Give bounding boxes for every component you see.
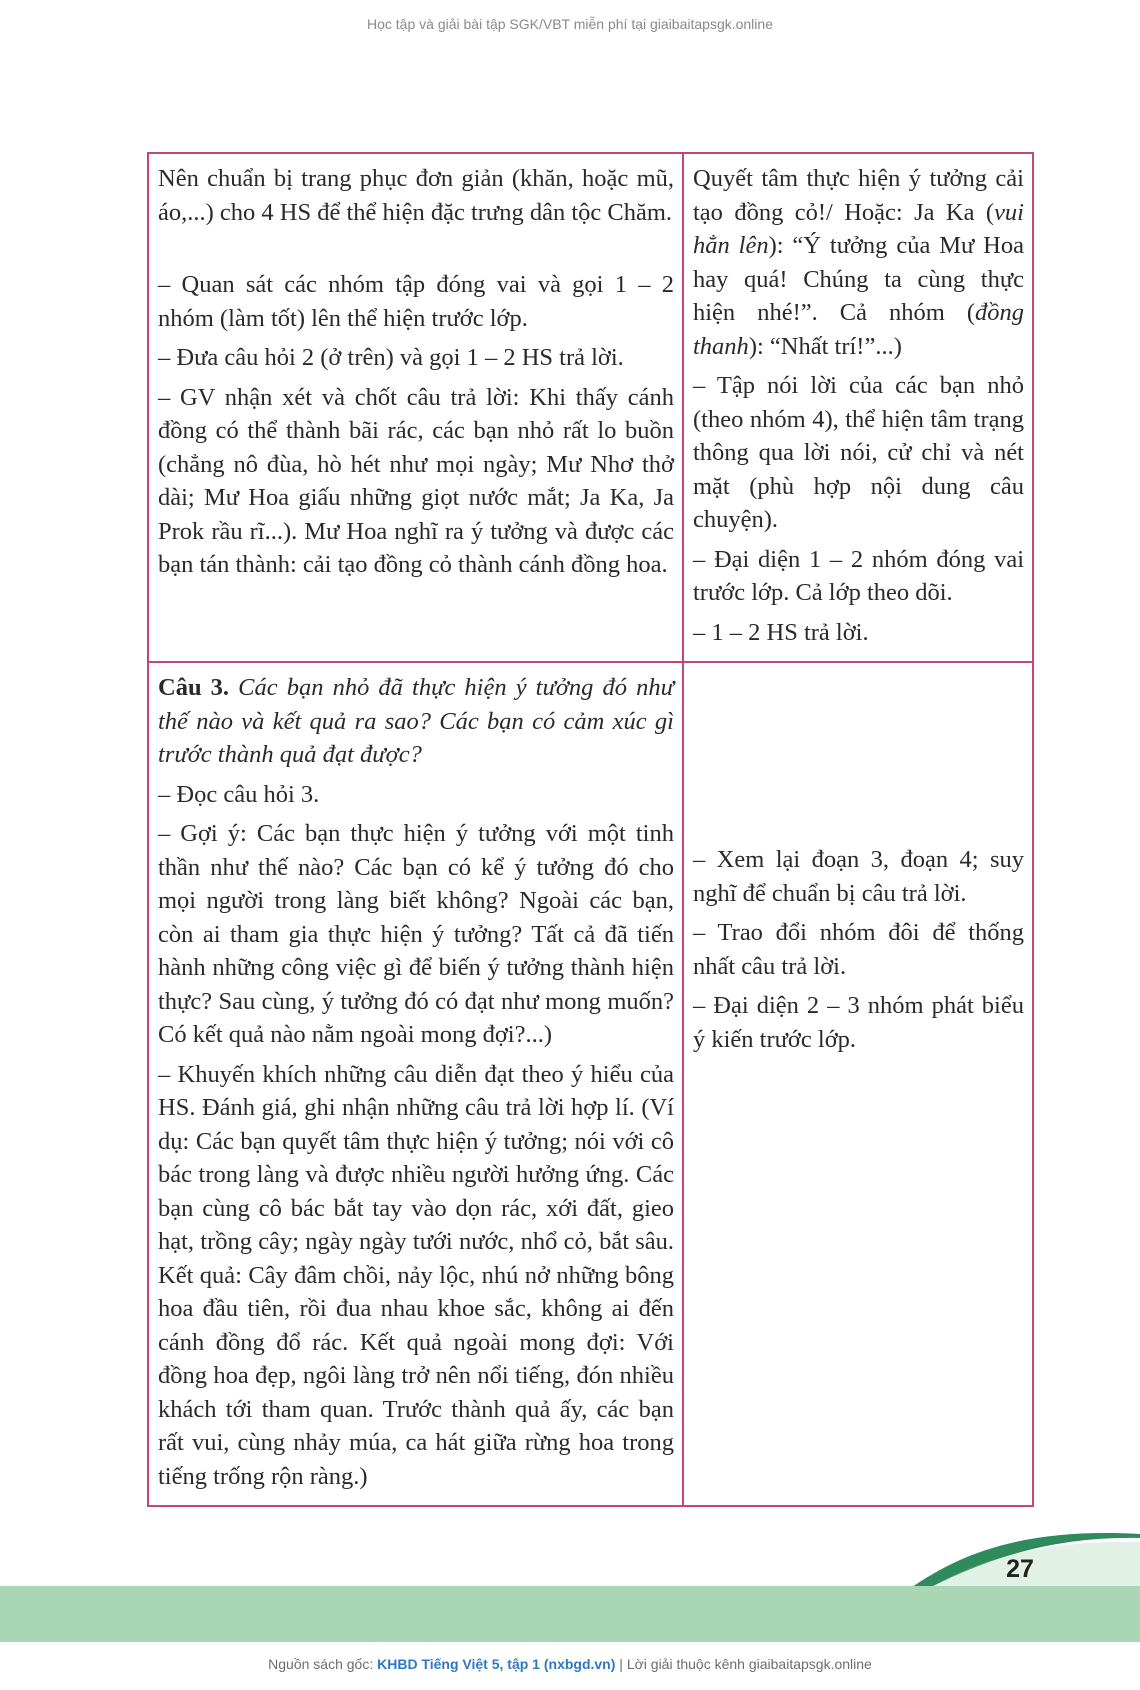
student-dialogue: Quyết tâm thực hiện ý tưởng cải tạo đồng cỏ!/ Hoặc: Ja Ka (vui hẳn lên): “Ý tưởng của Mư Hoa hay quá! Chúng ta cùng thực hiện nhé!”. Cả nhóm (đồng thanh): “Nhất trí!”...) [693, 165, 1024, 360]
student-step: – Đại diện 2 – 3 nhóm phát biểu ý kiến trước lớp. [693, 992, 1024, 1053]
footer-note: Nguồn sách gốc: KHBD Tiếng Việt 5, tập 1 (nxbgd.vn) | Lời giải thuộc kênh giaibaitapsgk.online [268, 1656, 872, 1672]
student-activity-cell [683, 153, 1033, 662]
student-step: – Đại diện 1 – 2 nhóm đóng vai trước lớp. Cả lớp theo dõi. [693, 545, 1024, 606]
teacher-step: – Quan sát các nhóm tập đóng vai và gọi 1 – 2 nhóm (làm tốt) lên thể hiện trước lớp. [158, 271, 674, 332]
student-step: – Xem lại đoạn 3, đoạn 4; suy nghĩ để chuẩn bị câu trả lời. [693, 846, 1024, 907]
table-row [148, 153, 1033, 662]
table-row [148, 662, 1033, 1506]
paragraph-gap [158, 235, 674, 268]
teacher-note: Nên chuẩn bị trang phục đơn giản (khăn, hoặc mũ, áo,...) cho 4 HS để thể hiện đặc trưng dân tộc Chăm. [158, 165, 674, 226]
teacher-activity-cell [148, 153, 683, 662]
question-3 [158, 671, 674, 772]
question-text: Các bạn nhỏ đã thực hiện ý tưởng đó như thế nào và kết quả ra sao? Các bạn có cảm xúc gì trước thành quả đạt được? [158, 674, 674, 768]
footer-band [0, 1586, 1140, 1642]
teacher-step: – Đọc câu hỏi 3. [158, 780, 320, 808]
page-number: 27 [1006, 1555, 1034, 1583]
teacher-hint: – Gợi ý: Các bạn thực hiện ý tưởng với một tinh thần như thế nào? Các bạn có kể ý tưởng đó cho mọi người trong làng biết không? Ngoài các bạn, còn ai tham gia thực hiện ý tưởng? Tất cả đã tiến hành những công việc gì để biến ý tưởng thành hiện thực? Sau cùng, ý tưởng đó có đạt như mong muốn? Có kết quả nào nằm ngoài mong đợi?...) [158, 820, 674, 1048]
header-note: Học tập và giải bài tập SGK/VBT miễn phí tại giaibaitapsgk.online [367, 16, 773, 32]
cell-spacer [693, 671, 1024, 843]
student-step: – 1 – 2 HS trả lời. [693, 618, 869, 646]
question-label: Câu 3. [158, 674, 230, 701]
student-step: – Tập nói lời của các bạn nhỏ (theo nhóm 4), thể hiện tâm trạng thông qua lời nói, cử chỉ và nét mặt (phù hợp nội dung câu chuyện). [693, 372, 1024, 533]
student-activity-cell [683, 662, 1033, 1506]
lesson-table [147, 152, 1034, 1507]
teacher-step: – Đưa câu hỏi 2 (ở trên) và gọi 1 – 2 HS trả lời. [158, 344, 624, 371]
teacher-example: – Khuyến khích những câu diễn đạt theo ý hiểu của HS. Đánh giá, ghi nhận những câu trả lời hợp lí. (Ví dụ: Các bạn quyết tâm thực hiện ý tưởng; nói với cô bác trong làng và được nhiều người hưởng ứng. Các bạn cùng cô bác bắt tay vào dọn rác, xới đất, gieo hạt, trồng cây; ngày ngày tưới nước, nhổ cỏ, bắt sâu. Kết quả: Cây đâm chồi, nảy lộc, nhú nở những bông hoa đầu tiên, rồi đua nhau khoe sắc, không ai đến cánh đồng đổ rác. Kết quả ngoài mong đợi: Với đồng hoa đẹp, ngôi làng trở nên nổi tiếng, đón nhiều khách tới tham quan. Trước thành quả ấy, các bạn rất vui, cùng nhảy múa, ca hát giữa rừng hoa trong tiếng trống rộn ràng.) [158, 1060, 674, 1490]
teacher-conclusion: – GV nhận xét và chốt câu trả lời: Khi thấy cánh đồng có thể thành bãi rác, các bạn nhỏ rất lo buồn (chẳng nô đùa, hò hét như mọi ngày; Mư Nhơ thở dài; Mư Hoa giấu những giọt nước mắt; Ja Ka, Ja Prok rầu rĩ...). Mư Hoa nghĩ ra ý tưởng và được các bạn tán thành: cải tạo đồng cỏ thành cánh đồng hoa. [158, 383, 674, 578]
source-link[interactable]: KHBD Tiếng Việt 5, tập 1 (nxbgd.vn) [377, 1656, 616, 1672]
teacher-activity-cell [148, 662, 683, 1506]
student-step: – Trao đổi nhóm đôi để thống nhất câu trả lời. [693, 919, 1024, 980]
